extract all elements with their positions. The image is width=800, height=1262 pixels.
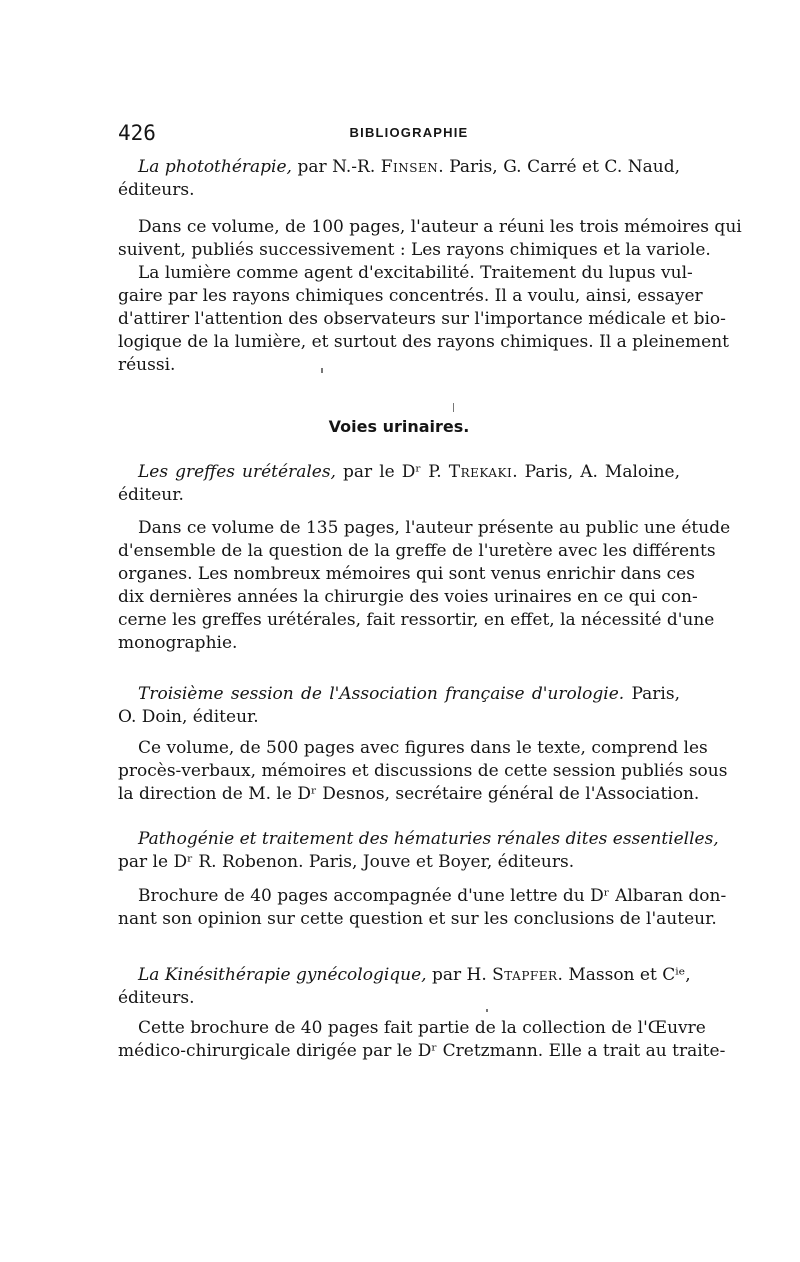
- entry-title-line: O. Doin, éditeur.: [118, 707, 259, 727]
- section-heading: Voies urinaires.: [328, 417, 470, 436]
- entry-hematuries-body: [118, 885, 727, 931]
- entry-kinesitherapie-body: [118, 1017, 726, 1063]
- body-line: réussi.: [118, 355, 176, 375]
- entry-title-line: Troisième session de l'Association française d'urologie. Paris,: [138, 684, 680, 704]
- entry-greffes: [118, 461, 680, 507]
- print-speck: [486, 1009, 488, 1012]
- entry-title-line: éditeurs.: [118, 988, 195, 1008]
- entry-phototherapie: [118, 156, 680, 202]
- body-line: Dans ce volume de 135 pages, l'auteur présente au public une étude: [138, 518, 731, 538]
- entry-title-line: par le Dʳ R. Robenon. Paris, Jouve et Boyer, éditeurs.: [118, 852, 575, 872]
- body-line: La lumière comme agent d'excitabilité. Traitement du lupus vul-: [138, 263, 693, 283]
- print-speck: [453, 403, 454, 412]
- body-line: gaire par les rayons chimiques concentrés. Il a voulu, ainsi, essayer: [118, 286, 703, 306]
- body-line: d'attirer l'attention des observateurs sur l'importance médicale et bio-: [118, 309, 726, 329]
- body-line: suivent, publiés successivement : Les rayons chimiques et la variole.: [118, 240, 711, 260]
- body-line: monographie.: [118, 633, 238, 653]
- body-line: dix dernières années la chirurgie des voies urinaires en ce qui con-: [118, 587, 698, 607]
- body-line: Brochure de 40 pages accompagnée d'une lettre du Dʳ Albaran don-: [138, 886, 727, 906]
- page-number: 426: [118, 121, 156, 145]
- running-title: BIBLIOGRAPHIE: [349, 125, 469, 140]
- body-line: médico-chirurgicale dirigée par le Dʳ Cretzmann. Elle a trait au traite-: [118, 1041, 726, 1061]
- body-line: d'ensemble de la question de la greffe de l'uretère avec les différents: [118, 541, 716, 561]
- body-line: logique de la lumière, et surtout des rayons chimiques. Il a pleinement: [118, 332, 729, 352]
- body-line: la direction de M. le Dʳ Desnos, secrétaire général de l'Association.: [118, 784, 700, 804]
- entry-greffes-body: [118, 517, 731, 655]
- body-line: cerne les greffes urétérales, fait ressortir, en effet, la nécessité d'une: [118, 610, 715, 630]
- entry-title-line: Pathogénie et traitement des hématuries rénales dites essentielles,: [138, 829, 719, 849]
- body-line: Ce volume, de 500 pages avec figures dans le texte, comprend les: [138, 738, 708, 758]
- entry-title-line: Les greffes urétérales, par le Dʳ P. Trekaki. Paris, A. Maloine,: [138, 462, 680, 482]
- body-line: nant son opinion sur cette question et sur les conclusions de l'auteur.: [118, 909, 717, 929]
- entry-title-line: La Kinésithérapie gynécologique, par H. Stapfer. Masson et Cⁱᵉ,: [138, 965, 691, 985]
- entry-association-urologie-body: [118, 737, 728, 806]
- entry-title-line: éditeurs.: [118, 180, 195, 200]
- body-line: Cette brochure de 40 pages fait partie de la collection de l'Œuvre: [138, 1018, 706, 1038]
- print-speck: [321, 368, 323, 373]
- entry-title-line: éditeur.: [118, 485, 184, 505]
- body-line: organes. Les nombreux mémoires qui sont venus enrichir dans ces: [118, 564, 695, 584]
- entry-association-urologie: [118, 683, 680, 729]
- body-line: procès-verbaux, mémoires et discussions de cette session publiés sous: [118, 761, 728, 781]
- page-header: [118, 121, 680, 145]
- body-line: Dans ce volume, de 100 pages, l'auteur a réuni les trois mémoires qui: [138, 217, 742, 237]
- entry-phototherapie-body: [118, 216, 742, 377]
- entry-title-line: La photothérapie, par N.-R. Finsen. Paris, G. Carré et C. Naud,: [138, 157, 680, 177]
- entry-kinesitherapie: [118, 964, 691, 1010]
- entry-hematuries: [118, 828, 719, 874]
